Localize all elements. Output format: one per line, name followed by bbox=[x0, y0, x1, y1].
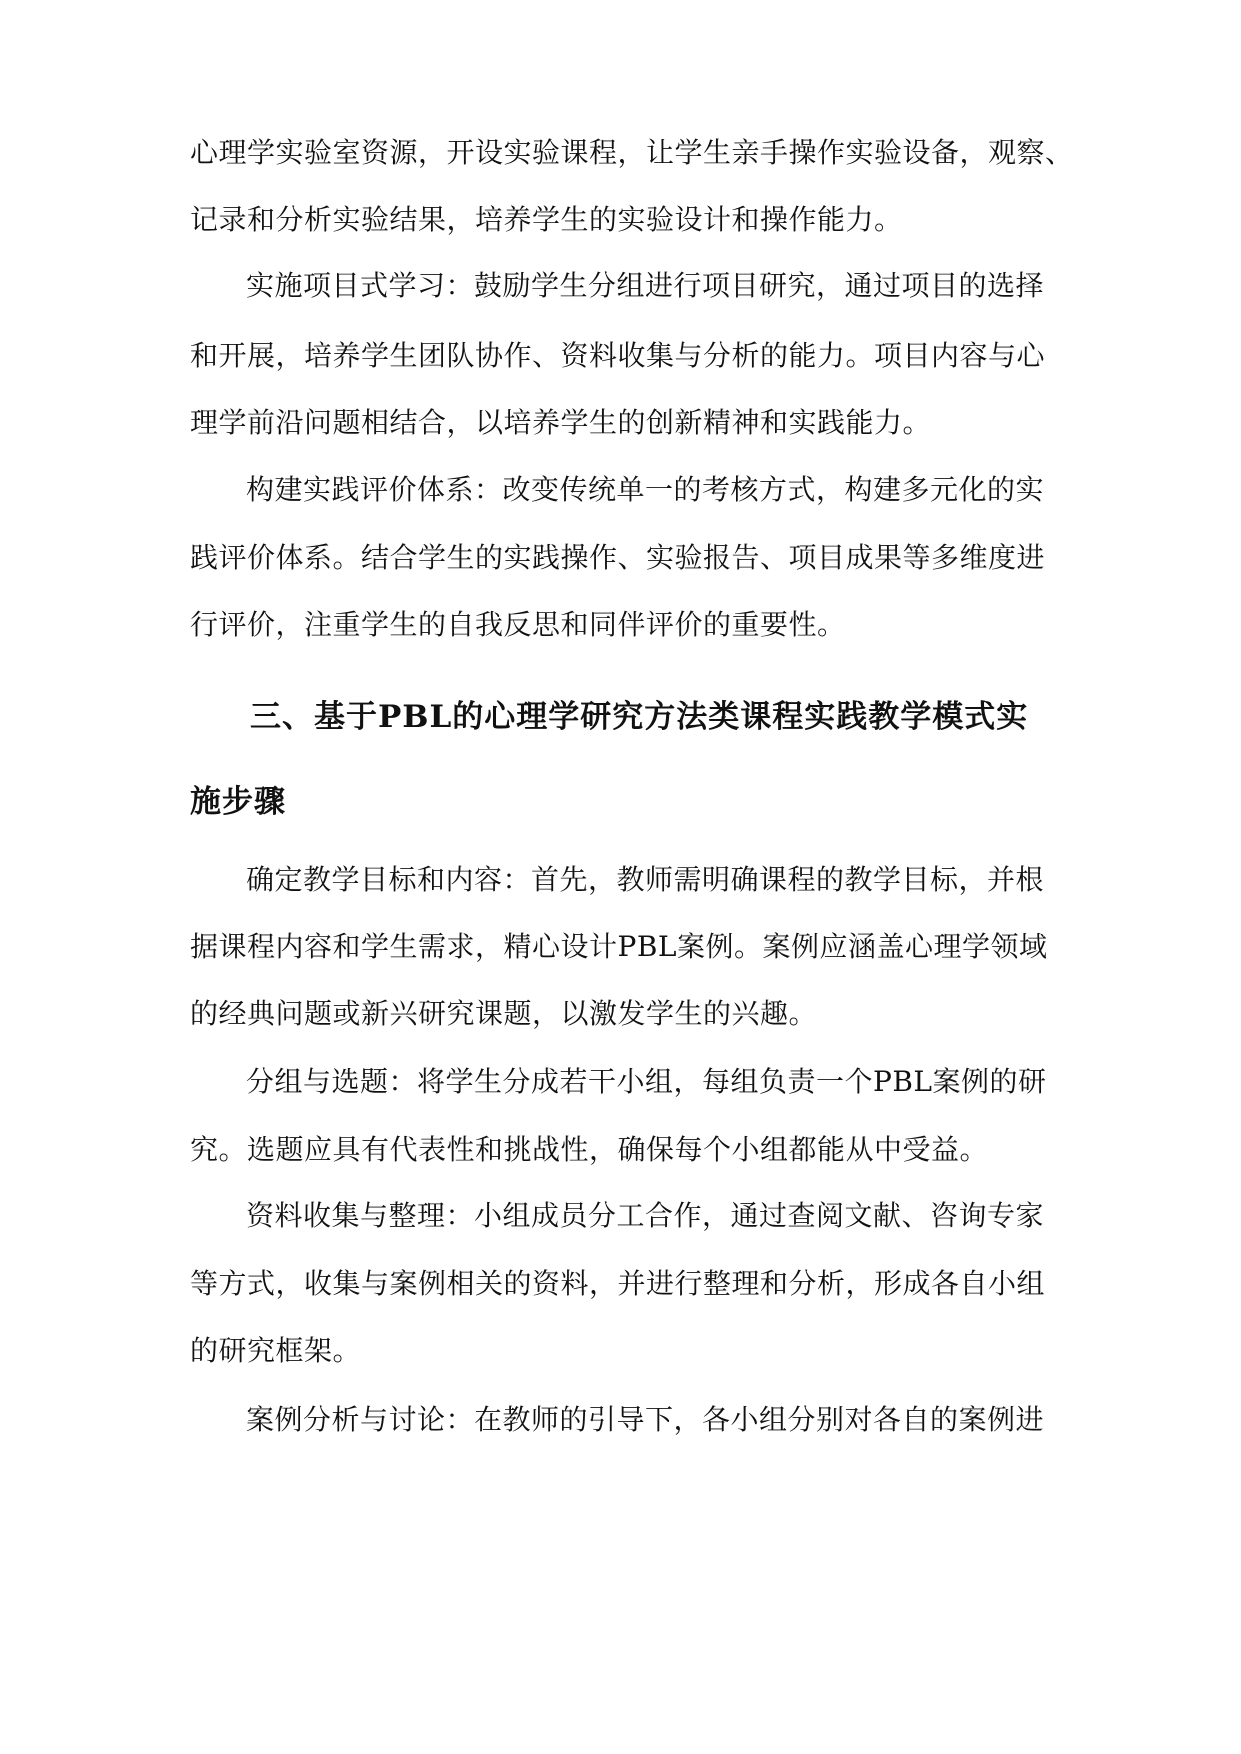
paragraph-first-line: 案例分析与讨论：在教师的引导下，各小组分别对各自的案例进 bbox=[246, 1403, 1045, 1436]
paragraph-line: 和开展，培养学生团队协作、资料收集与分析的能力。项目内容与心 bbox=[190, 339, 1046, 372]
paragraph-first-line: 资料收集与整理：小组成员分工合作，通过查阅文献、咨询专家 bbox=[246, 1199, 1045, 1232]
section-heading-continued: 施步骤 bbox=[190, 784, 286, 820]
paragraph-first-line: 构建实践评价体系：改变传统单一的考核方式，构建多元化的实 bbox=[246, 473, 1045, 506]
paragraph-line: 行评价，注重学生的自我反思和同伴评价的重要性。 bbox=[190, 608, 846, 641]
paragraph-line: 究。选题应具有代表性和挑战性，确保每个小组都能从中受益。 bbox=[190, 1133, 989, 1166]
paragraph-line: 等方式，收集与案例相关的资料，并进行整理和分析，形成各自小组 bbox=[190, 1267, 1046, 1300]
paragraph-line: 践评价体系。结合学生的实践操作、实验报告、项目成果等多维度进 bbox=[190, 541, 1046, 574]
paragraph-first-line: 实施项目式学习：鼓励学生分组进行项目研究，通过项目的选择 bbox=[246, 269, 1045, 302]
section-heading: 三、基于PBL的心理学研究方法类课程实践教学模式实 bbox=[250, 699, 1029, 735]
paragraph-line: 心理学实验室资源，开设实验课程，让学生亲手操作实验设备，观察、 bbox=[190, 136, 1074, 169]
paragraph-first-line: 确定教学目标和内容：首先，教师需明确课程的教学目标，并根 bbox=[246, 863, 1045, 896]
paragraph-line: 记录和分析实验结果，培养学生的实验设计和操作能力。 bbox=[190, 203, 903, 236]
paragraph-line: 据课程内容和学生需求，精心设计PBL案例。案例应涵盖心理学领域 bbox=[190, 930, 1048, 963]
paragraph-line: 的经典问题或新兴研究课题，以激发学生的兴趣。 bbox=[190, 997, 818, 1030]
paragraph-line: 理学前沿问题相结合，以培养学生的创新精神和实践能力。 bbox=[190, 406, 932, 439]
paragraph-first-line: 分组与选题：将学生分成若干小组，每组负责一个PBL案例的研 bbox=[246, 1065, 1047, 1098]
paragraph-line: 的研究框架。 bbox=[190, 1334, 362, 1367]
